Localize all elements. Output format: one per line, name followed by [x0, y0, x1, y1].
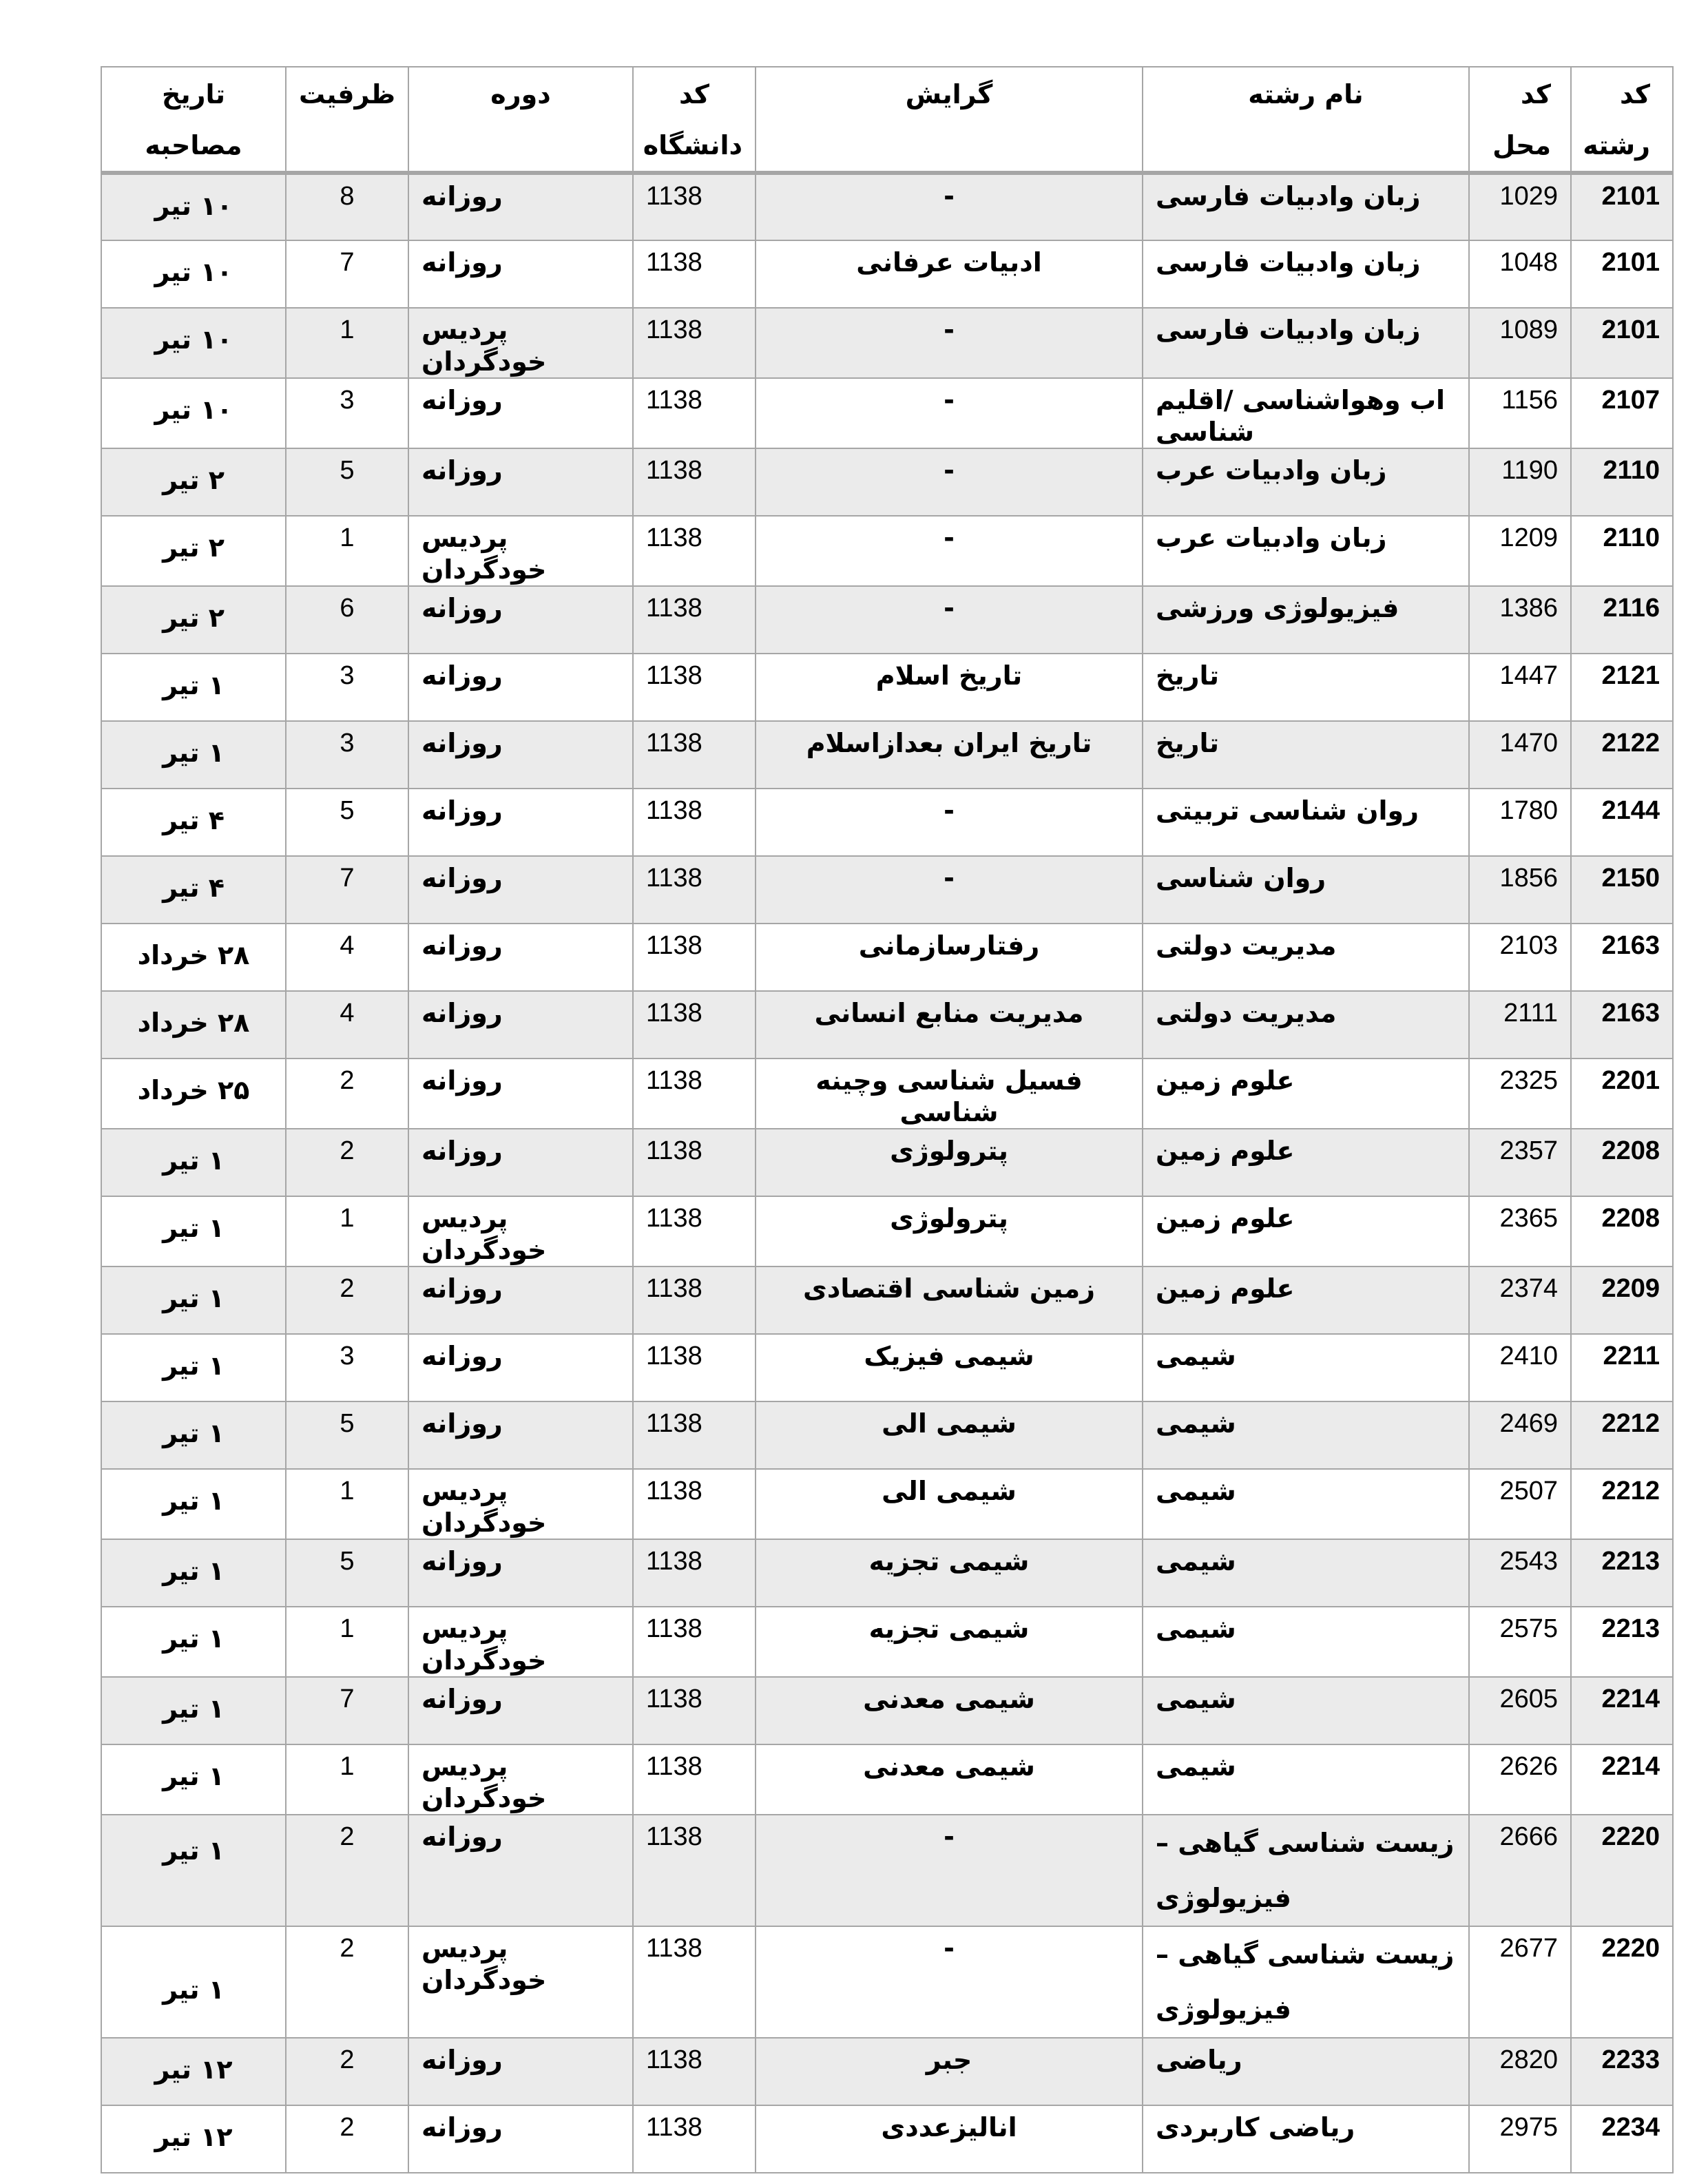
field-name-cell: علوم زمین	[1143, 1059, 1469, 1129]
field-name-cell: مدیریت دولتی	[1143, 924, 1469, 991]
specialization-cell: تاریخ اسلام	[756, 654, 1143, 721]
specialization-cell: -	[756, 173, 1143, 240]
table-row	[101, 1401, 1673, 1469]
specialization-cell: -	[756, 378, 1143, 448]
interview-date-cell: ۱ تیر	[101, 1129, 286, 1196]
capacity-cell: 4	[286, 991, 408, 1059]
period-cell: روزانه	[408, 924, 633, 991]
field-code-cell: 2110	[1571, 448, 1673, 516]
university-code-cell: 1138	[633, 789, 756, 856]
location-code-cell: 2357	[1469, 1129, 1571, 1196]
header-period: دوره	[408, 67, 633, 173]
field-code-cell: 2220	[1571, 1815, 1673, 1926]
field-name-cell: فیزیولوژی ورزشی	[1143, 586, 1469, 654]
specialization-cell: شیمی معدنی	[756, 1744, 1143, 1815]
capacity-cell: 1	[286, 1607, 408, 1677]
interview-date-cell: ۱ تیر	[101, 1539, 286, 1607]
capacity-cell: 6	[286, 586, 408, 654]
location-code-cell: 1780	[1469, 789, 1571, 856]
specialization-cell: جبر	[756, 2038, 1143, 2105]
location-code-cell: 1447	[1469, 654, 1571, 721]
field-code-cell: 2110	[1571, 516, 1673, 586]
interview-date-cell: ۱۲ تیر	[101, 2105, 286, 2173]
field-code-cell: 2214	[1571, 1677, 1673, 1744]
table-row	[101, 1334, 1673, 1401]
capacity-cell: 2	[286, 1266, 408, 1334]
header-row	[101, 67, 1673, 173]
location-code-cell: 2374	[1469, 1266, 1571, 1334]
field-code-cell: 2208	[1571, 1196, 1673, 1266]
field-name-cell: شیمی	[1143, 1744, 1469, 1815]
field-name-cell: ریاضی	[1143, 2038, 1469, 2105]
interview-date-cell: ۲ تیر	[101, 516, 286, 586]
interview-date-cell: ۱ تیر	[101, 1469, 286, 1539]
field-name-cell: تاریخ	[1143, 654, 1469, 721]
interview-date-cell: ۱ تیر	[101, 1677, 286, 1744]
location-code-cell: 2543	[1469, 1539, 1571, 1607]
table-row	[101, 378, 1673, 448]
period-cell: پردیس خودگردان	[408, 308, 633, 378]
period-cell: روزانه	[408, 586, 633, 654]
field-code-cell: 2212	[1571, 1401, 1673, 1469]
specialization-cell: -	[756, 586, 1143, 654]
table-row	[101, 991, 1673, 1059]
header-location-code: کد محل	[1469, 67, 1571, 173]
interview-date-cell: ۴ تیر	[101, 856, 286, 924]
capacity-cell: 7	[286, 856, 408, 924]
table-body	[101, 173, 1673, 2173]
university-code-cell: 1138	[633, 1196, 756, 1266]
period-cell: روزانه	[408, 1401, 633, 1469]
table-row	[101, 1607, 1673, 1677]
table-row	[101, 586, 1673, 654]
period-cell: پردیس خودگردان	[408, 516, 633, 586]
specialization-cell: زمین شناسی اقتصادی	[756, 1266, 1143, 1334]
field-name-cell: شیمی	[1143, 1334, 1469, 1401]
specialization-cell: -	[756, 789, 1143, 856]
field-code-cell: 2144	[1571, 789, 1673, 856]
capacity-cell: 3	[286, 378, 408, 448]
capacity-cell: 1	[286, 308, 408, 378]
interview-date-cell: ۱۰ تیر	[101, 308, 286, 378]
field-name-cell: شیمی	[1143, 1539, 1469, 1607]
interview-date-cell: ۲ تیر	[101, 586, 286, 654]
location-code-cell: 1048	[1469, 240, 1571, 308]
table-row	[101, 2038, 1673, 2105]
field-name-cell: اب وهواشناسی /اقلیم شناسی	[1143, 378, 1469, 448]
table-row	[101, 1744, 1673, 1815]
capacity-cell: 1	[286, 1744, 408, 1815]
capacity-cell: 2	[286, 1129, 408, 1196]
field-name-cell: زبان وادبیات فارسی	[1143, 173, 1469, 240]
period-cell: روزانه	[408, 378, 633, 448]
specialization-cell: -	[756, 1815, 1143, 1926]
capacity-cell: 2	[286, 1815, 408, 1926]
interview-date-cell: ۱ تیر	[101, 1334, 286, 1401]
field-code-cell: 2234	[1571, 2105, 1673, 2173]
interview-date-cell: ۱ تیر	[101, 1815, 286, 1926]
location-code-cell: 2820	[1469, 2038, 1571, 2105]
specialization-cell: شیمی تجزیه	[756, 1607, 1143, 1677]
table-row	[101, 516, 1673, 586]
period-cell: روزانه	[408, 1677, 633, 1744]
field-name-cell: زیست شناسی گیاهی – فیزیولوژی	[1143, 1926, 1469, 2038]
interview-date-cell: ۲ تیر	[101, 448, 286, 516]
admissions-table-container	[101, 66, 1672, 2173]
university-code-cell: 1138	[633, 2105, 756, 2173]
field-code-cell: 2150	[1571, 856, 1673, 924]
field-code-cell: 2211	[1571, 1334, 1673, 1401]
table-row	[101, 1129, 1673, 1196]
location-code-cell: 1386	[1469, 586, 1571, 654]
field-code-cell: 2208	[1571, 1129, 1673, 1196]
field-code-cell: 2101	[1571, 240, 1673, 308]
interview-date-cell: ۱ تیر	[101, 1266, 286, 1334]
table-row	[101, 448, 1673, 516]
period-cell: پردیس خودگردان	[408, 1607, 633, 1677]
capacity-cell: 5	[286, 789, 408, 856]
university-code-cell: 1138	[633, 1539, 756, 1607]
table-row	[101, 654, 1673, 721]
interview-date-cell: ۱ تیر	[101, 1607, 286, 1677]
field-code-cell: 2214	[1571, 1744, 1673, 1815]
period-cell: روزانه	[408, 789, 633, 856]
period-cell: روزانه	[408, 1129, 633, 1196]
interview-date-cell: ۱۰ تیر	[101, 173, 286, 240]
university-code-cell: 1138	[633, 721, 756, 789]
period-cell: روزانه	[408, 654, 633, 721]
specialization-cell: پترولوژی	[756, 1196, 1143, 1266]
capacity-cell: 2	[286, 2038, 408, 2105]
header-university-code: کد دانشگاه	[633, 67, 756, 173]
specialization-cell: فسیل شناسی وچینه شناسی	[756, 1059, 1143, 1129]
field-name-cell: زبان وادبیات عرب	[1143, 516, 1469, 586]
interview-date-cell: ۲۸ خرداد	[101, 924, 286, 991]
location-code-cell: 2325	[1469, 1059, 1571, 1129]
period-cell: روزانه	[408, 991, 633, 1059]
field-code-cell: 2107	[1571, 378, 1673, 448]
location-code-cell: 2111	[1469, 991, 1571, 1059]
table-row	[101, 1469, 1673, 1539]
university-code-cell: 1138	[633, 516, 756, 586]
table-row	[101, 1059, 1673, 1129]
capacity-cell: 1	[286, 516, 408, 586]
table-row	[101, 856, 1673, 924]
university-code-cell: 1138	[633, 654, 756, 721]
specialization-cell: تاریخ ایران بعدازاسلام	[756, 721, 1143, 789]
interview-date-cell: ۱۰ تیر	[101, 378, 286, 448]
capacity-cell: 7	[286, 240, 408, 308]
table-row	[101, 1196, 1673, 1266]
field-code-cell: 2212	[1571, 1469, 1673, 1539]
university-code-cell: 1138	[633, 1266, 756, 1334]
location-code-cell: 2677	[1469, 1926, 1571, 2038]
field-code-cell: 2101	[1571, 173, 1673, 240]
specialization-cell: شیمی معدنی	[756, 1677, 1143, 1744]
location-code-cell: 2410	[1469, 1334, 1571, 1401]
period-cell: پردیس خودگردان	[408, 1196, 633, 1266]
period-cell: روزانه	[408, 173, 633, 240]
field-code-cell: 2163	[1571, 991, 1673, 1059]
table-row	[101, 1926, 1673, 2038]
field-name-cell: علوم زمین	[1143, 1266, 1469, 1334]
interview-date-cell: ۱ تیر	[101, 1744, 286, 1815]
header-interview-date: تاریخ مصاحبه	[101, 67, 286, 173]
field-name-cell: زبان وادبیات فارسی	[1143, 308, 1469, 378]
specialization-cell: -	[756, 308, 1143, 378]
field-name-cell: شیمی	[1143, 1677, 1469, 1744]
table-row	[101, 924, 1673, 991]
header-specialization: گرایش	[756, 67, 1143, 173]
capacity-cell: 3	[286, 654, 408, 721]
period-cell: روزانه	[408, 2105, 633, 2173]
location-code-cell: 2103	[1469, 924, 1571, 991]
capacity-cell: 2	[286, 1926, 408, 2038]
field-name-cell: شیمی	[1143, 1607, 1469, 1677]
interview-date-cell: ۲۵ خرداد	[101, 1059, 286, 1129]
table-row	[101, 721, 1673, 789]
period-cell: روزانه	[408, 240, 633, 308]
university-code-cell: 1138	[633, 1744, 756, 1815]
field-name-cell: مدیریت دولتی	[1143, 991, 1469, 1059]
specialization-cell: انالیزعددی	[756, 2105, 1143, 2173]
interview-date-cell: ۱ تیر	[101, 1926, 286, 2038]
location-code-cell: 1029	[1469, 173, 1571, 240]
period-cell: روزانه	[408, 1539, 633, 1607]
university-code-cell: 1138	[633, 2038, 756, 2105]
specialization-cell: پترولوژی	[756, 1129, 1143, 1196]
field-code-cell: 2213	[1571, 1607, 1673, 1677]
field-code-cell: 2201	[1571, 1059, 1673, 1129]
field-code-cell: 2209	[1571, 1266, 1673, 1334]
location-code-cell: 2975	[1469, 2105, 1571, 2173]
capacity-cell: 2	[286, 1059, 408, 1129]
university-code-cell: 1138	[633, 924, 756, 991]
field-name-cell: زیست شناسی گیاهی – فیزیولوژی	[1143, 1815, 1469, 1926]
university-code-cell: 1138	[633, 1926, 756, 2038]
university-code-cell: 1138	[633, 1059, 756, 1129]
university-code-cell: 1138	[633, 1469, 756, 1539]
specialization-cell: -	[756, 448, 1143, 516]
capacity-cell: 4	[286, 924, 408, 991]
location-code-cell: 1856	[1469, 856, 1571, 924]
field-name-cell: علوم زمین	[1143, 1196, 1469, 1266]
table-row	[101, 1677, 1673, 1744]
field-code-cell: 2122	[1571, 721, 1673, 789]
university-code-cell: 1138	[633, 1401, 756, 1469]
period-cell: پردیس خودگردان	[408, 1469, 633, 1539]
field-name-cell: شیمی	[1143, 1401, 1469, 1469]
capacity-cell: 1	[286, 1196, 408, 1266]
capacity-cell: 3	[286, 1334, 408, 1401]
university-code-cell: 1138	[633, 308, 756, 378]
field-code-cell: 2163	[1571, 924, 1673, 991]
interview-date-cell: ۲۸ خرداد	[101, 991, 286, 1059]
header-field-code: کد رشته	[1571, 67, 1673, 173]
period-cell: روزانه	[408, 1815, 633, 1926]
university-code-cell: 1138	[633, 1815, 756, 1926]
period-cell: روزانه	[408, 2038, 633, 2105]
field-name-cell: ریاضی کاربردی	[1143, 2105, 1469, 2173]
location-code-cell: 1156	[1469, 378, 1571, 448]
field-code-cell: 2213	[1571, 1539, 1673, 1607]
period-cell: روزانه	[408, 448, 633, 516]
university-code-cell: 1138	[633, 1677, 756, 1744]
capacity-cell: 2	[286, 2105, 408, 2173]
specialization-cell: شیمی الی	[756, 1401, 1143, 1469]
interview-date-cell: ۱ تیر	[101, 721, 286, 789]
header-capacity: ظرفیت	[286, 67, 408, 173]
university-code-cell: 1138	[633, 1129, 756, 1196]
university-code-cell: 1138	[633, 586, 756, 654]
capacity-cell: 1	[286, 1469, 408, 1539]
location-code-cell: 2507	[1469, 1469, 1571, 1539]
capacity-cell: 8	[286, 173, 408, 240]
field-code-cell: 2233	[1571, 2038, 1673, 2105]
table-row	[101, 2105, 1673, 2173]
table-row	[101, 240, 1673, 308]
specialization-cell: شیمی الی	[756, 1469, 1143, 1539]
table-row	[101, 1815, 1673, 1926]
interview-date-cell: ۱ تیر	[101, 1196, 286, 1266]
location-code-cell: 1470	[1469, 721, 1571, 789]
header-field-name: نام رشته	[1143, 67, 1469, 173]
interview-date-cell: ۴ تیر	[101, 789, 286, 856]
interview-date-cell: ۱۲ تیر	[101, 2038, 286, 2105]
period-cell: پردیس خودگردان	[408, 1744, 633, 1815]
period-cell: پردیس خودگردان	[408, 1926, 633, 2038]
university-code-cell: 1138	[633, 240, 756, 308]
period-cell: روزانه	[408, 721, 633, 789]
capacity-cell: 7	[286, 1677, 408, 1744]
field-code-cell: 2121	[1571, 654, 1673, 721]
university-code-cell: 1138	[633, 1607, 756, 1677]
capacity-cell: 5	[286, 1401, 408, 1469]
admissions-table	[101, 66, 1674, 2173]
university-code-cell: 1138	[633, 448, 756, 516]
table-row	[101, 1539, 1673, 1607]
period-cell: روزانه	[408, 856, 633, 924]
interview-date-cell: ۱۰ تیر	[101, 240, 286, 308]
interview-date-cell: ۱ تیر	[101, 1401, 286, 1469]
specialization-cell: شیمی فیزیک	[756, 1334, 1143, 1401]
location-code-cell: 2365	[1469, 1196, 1571, 1266]
specialization-cell: شیمی تجزیه	[756, 1539, 1143, 1607]
table-row	[101, 308, 1673, 378]
period-cell: روزانه	[408, 1059, 633, 1129]
field-code-cell: 2101	[1571, 308, 1673, 378]
university-code-cell: 1138	[633, 173, 756, 240]
field-name-cell: علوم زمین	[1143, 1129, 1469, 1196]
university-code-cell: 1138	[633, 378, 756, 448]
table-row	[101, 789, 1673, 856]
university-code-cell: 1138	[633, 856, 756, 924]
location-code-cell: 1190	[1469, 448, 1571, 516]
location-code-cell: 2666	[1469, 1815, 1571, 1926]
interview-date-cell: ۱ تیر	[101, 654, 286, 721]
specialization-cell: مدیریت منابع انسانی	[756, 991, 1143, 1059]
table-row	[101, 173, 1673, 240]
period-cell: روزانه	[408, 1334, 633, 1401]
capacity-cell: 5	[286, 1539, 408, 1607]
university-code-cell: 1138	[633, 1334, 756, 1401]
specialization-cell: -	[756, 516, 1143, 586]
capacity-cell: 5	[286, 448, 408, 516]
field-name-cell: زبان وادبیات عرب	[1143, 448, 1469, 516]
field-name-cell: روان شناسی	[1143, 856, 1469, 924]
specialization-cell: رفتارسازمانی	[756, 924, 1143, 991]
field-name-cell: زبان وادبیات فارسی	[1143, 240, 1469, 308]
field-name-cell: تاریخ	[1143, 721, 1469, 789]
table-row	[101, 1266, 1673, 1334]
specialization-cell: -	[756, 856, 1143, 924]
specialization-cell: -	[756, 1926, 1143, 2038]
field-code-cell: 2116	[1571, 586, 1673, 654]
capacity-cell: 3	[286, 721, 408, 789]
period-cell: روزانه	[408, 1266, 633, 1334]
location-code-cell: 1089	[1469, 308, 1571, 378]
university-code-cell: 1138	[633, 991, 756, 1059]
location-code-cell: 2605	[1469, 1677, 1571, 1744]
location-code-cell: 2626	[1469, 1744, 1571, 1815]
field-code-cell: 2220	[1571, 1926, 1673, 2038]
location-code-cell: 2575	[1469, 1607, 1571, 1677]
field-name-cell: شیمی	[1143, 1469, 1469, 1539]
specialization-cell: ادبیات عرفانی	[756, 240, 1143, 308]
location-code-cell: 1209	[1469, 516, 1571, 586]
location-code-cell: 2469	[1469, 1401, 1571, 1469]
field-name-cell: روان شناسی تربیتی	[1143, 789, 1469, 856]
